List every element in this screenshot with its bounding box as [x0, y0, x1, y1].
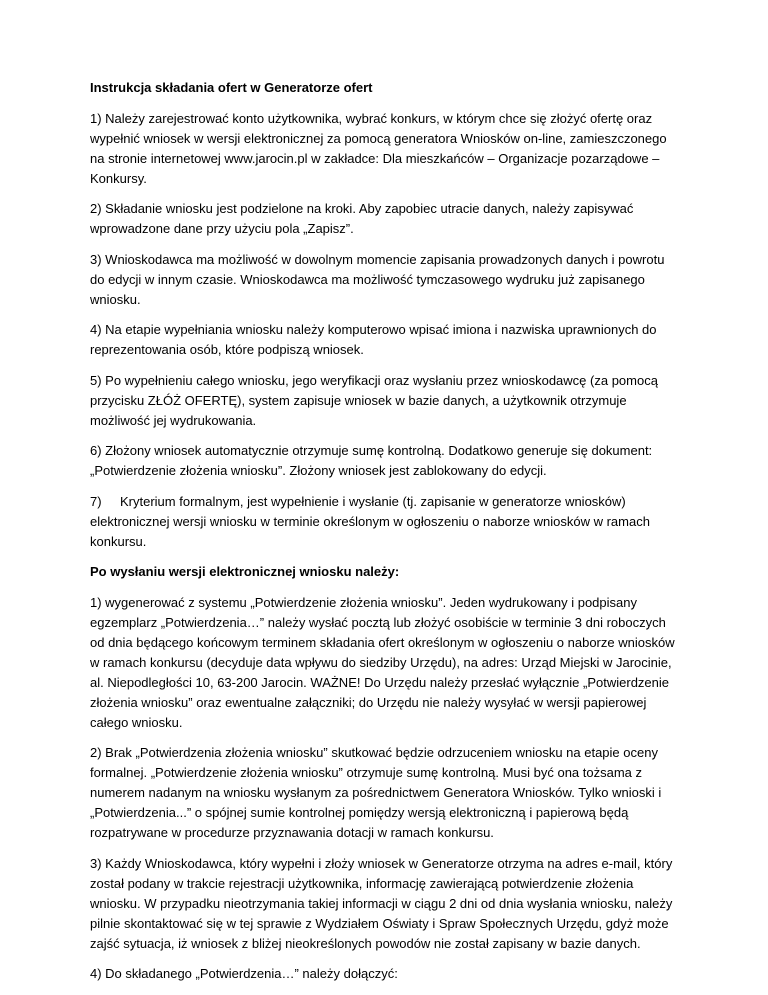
section-subheading: Po wysłaniu wersji elektronicznej wniosku należy:	[90, 564, 400, 579]
instruction-item-4: 4) Na etapie wypełniania wniosku należy komputerowo wpisać imiona i nazwiska uprawnionych do reprezentowania osób, które podpiszą wniosek.	[90, 322, 657, 357]
instruction-item-1: 1) Należy zarejestrować konto użytkownika, wybrać konkurs, w którym chce się złożyć ofertę oraz wypełnić wniosek w wersji elektronicznej za pomocą generatora Wniosków on-line, zamieszczonego na stronie internetowej www.jarocin.pl w zakładce: Dla mieszkańców – Organizacje pozarządowe – Konkursy.	[90, 110, 667, 186]
instruction-item-2: 2) Składanie wniosku jest podzielone na kroki. Aby zapobiec utracie danych, należy zapisywać wprowadzone dane przy użyciu pola „Zapisz”.	[90, 201, 634, 236]
item-7-number: 7)	[90, 493, 102, 509]
item-7-text: Kryterium formalnym, jest wypełnienie i wysłanie (tj. zapisanie w generatorze wniosków) elektronicznej wersji wniosku w terminie określonym w ogłoszeniu o naborze wniosków w ramach konkursu.	[90, 493, 650, 549]
step-item-3: 3) Każdy Wnioskodawca, który wypełni i złoży wniosek w Generatorze otrzyma na adres e-mail, który został podany w trakcie rejestracji użytkownika, informację zawierającą potwierdzenie złożenia wniosku. W przypadku nieotrzymania takiej informacji w ciągu 2 dni od dnia wysłania wniosku, należy pilnie skontaktować się w tej sprawie z Wydziałem Oświaty i Spraw Społecznych Urzędu, gdyż może zajść sytuacja, iż wniosek z bliżej nieokreślonych powodów nie został zapisany w bazie danych.	[90, 855, 673, 951]
step-item-1: 1) wygenerować z systemu „Potwierdzenie złożenia wniosku”. Jeden wydrukowany i podpisany egzemplarz „Potwierdzenia…” należy wysłać pocztą lub złożyć osobiście w terminie 3 dni roboczych od dnia będącego końcowym terminem składania ofert określonym w ogłoszeniu o naborze wniosków w ramach konkursu (decyduje data wpływu do siedziby Urzędu), na adres: Urząd Miejski w Jarocinie, al. Niepodległości 10, 63-200 Jarocin. WAŻNE! Do Urzędu należy przesłać wyłącznie „Potwierdzenie złożenia wniosku” oraz ewentualne załączniki; do Urzędu nie należy wysyłać w wersji papierowej całego wniosku.	[90, 594, 675, 730]
step-item-2: 2) Brak „Potwierdzenia złożenia wniosku” skutkować będzie odrzuceniem wniosku na etapie oceny formalnej. „Potwierdzenie złożenia wniosku” otrzymuje sumę kontrolną. Musi być ona tożsama z numerem nadanym na wniosku wysłanym za pośrednictwem Generatora Wniosków. Tylko wnioski i „Potwierdzenia...” o spójnej sumie kontrolnej pomiędzy wersją elektroniczną i papierową będą rozpatrywane w procedurze przyznawania dotacji w ramach konkursu.	[90, 745, 662, 840]
step-item-4: 4) Do składanego „Potwierdzenia…” należy dołączyć:	[90, 966, 398, 981]
document-page	[90, 78, 680, 995]
instruction-item-7	[90, 492, 680, 552]
instruction-item-6: 6) Złożony wniosek automatycznie otrzymuje sumę kontrolną. Dodatkowo generuje się dokument: „Potwierdzenie złożenia wniosku”. Złożony wniosek jest zablokowany do edycji.	[90, 443, 653, 478]
document-title: Instrukcja składania ofert w Generatorze ofert	[90, 80, 373, 95]
instruction-item-3: 3) Wnioskodawca ma możliwość w dowolnym momencie zapisania prowadzonych danych i powrotu do edycji w innym czasie. Wnioskodawca ma możliwość tymczasowego wydruku już zapisanego wniosku.	[90, 251, 665, 307]
instruction-item-5: 5) Po wypełnieniu całego wniosku, jego weryfikacji oraz wysłaniu przez wnioskodawcę (za pomocą przycisku ZŁÓŻ OFERTĘ), system zapisuje wniosek w bazie danych, a użytkownik otrzymuje możliwość jej wydrukowania.	[90, 372, 658, 428]
